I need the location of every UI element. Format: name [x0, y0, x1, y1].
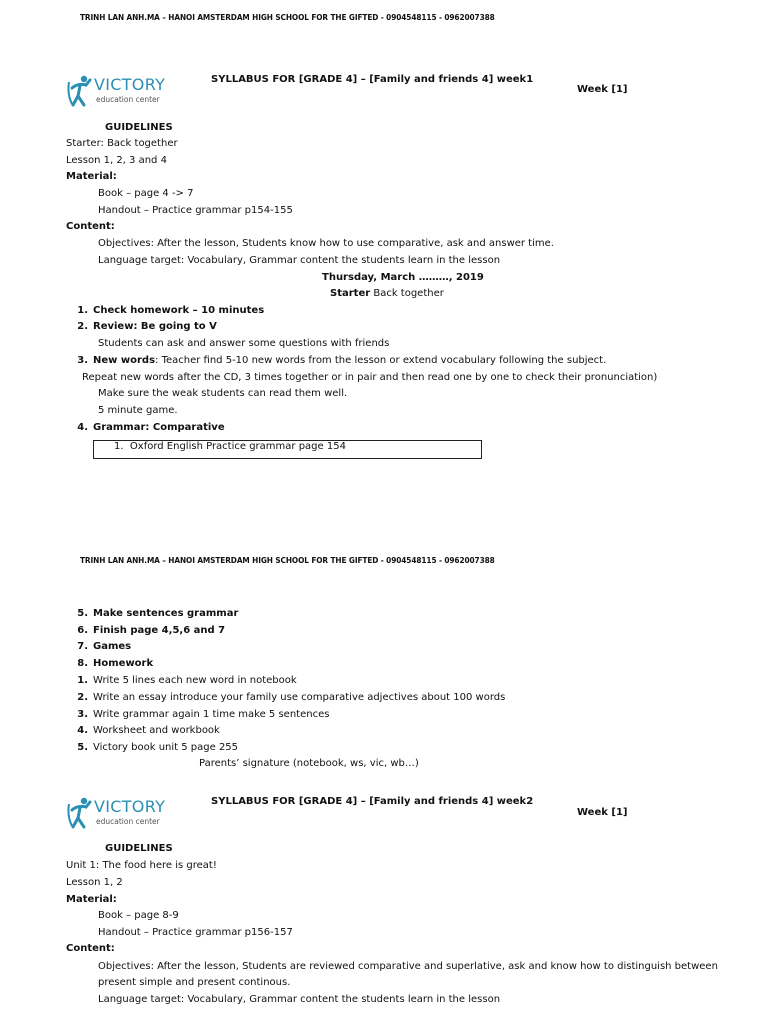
material-item: Book – page 4 -> 7	[98, 188, 194, 199]
page-header: TRINH LAN ANH.MA – HANOI AMSTERDAM HIGH SCHOOL FOR THE GIFTED - 0904548115 - 0962007388	[80, 13, 495, 22]
victory-figure-icon	[66, 74, 94, 108]
objectives-line: Objectives: After the lesson, Students know how to use comparative, ask and answer time.	[98, 238, 554, 249]
game-note: 5 minute game.	[98, 405, 178, 416]
lesson-date: Thursday, March ………, 2019	[322, 272, 484, 283]
week-label-week1: Week [1]	[577, 84, 628, 95]
guidelines-heading: GUIDELINES	[105, 843, 173, 854]
step-item: 2. Review: Be going to V	[77, 321, 217, 332]
language-target-line: Language target: Vocabulary, Grammar content the students learn in the lesson	[98, 255, 501, 266]
homework-item: 1. Write 5 lines each new word in notebook	[77, 675, 297, 686]
homework-item: 4. Worksheet and workbook	[77, 725, 220, 736]
step-item: 8. Homework	[77, 658, 154, 669]
step-item: 6. Finish page 4,5,6 and 7	[77, 625, 226, 636]
material-label: Material:	[66, 171, 117, 182]
boxed-num: 1.	[114, 441, 124, 452]
weak-note: Make sure the weak students can read them well.	[98, 388, 348, 399]
page-header: TRINH LAN ANH.MA – HANOI AMSTERDAM HIGH SCHOOL FOR THE GIFTED - 0904548115 - 0962007388	[80, 556, 495, 565]
logo-brand: VICTORY	[94, 75, 166, 94]
objectives-line-cont: present simple and present continous.	[98, 977, 291, 988]
homework-item: 3. Write grammar again 1 time make 5 sentences	[77, 709, 330, 720]
starter-text: Back together	[373, 288, 444, 299]
step-item: 7. Games	[77, 641, 132, 652]
step-item: 5. Make sentences grammar	[77, 608, 239, 619]
material-label: Material:	[66, 894, 117, 905]
step-item: 1. Check homework – 10 minutes	[77, 305, 265, 316]
objectives-line: Objectives: After the lesson, Students are reviewed comparative and superlative, ask and know how to distinguish between	[98, 961, 718, 972]
parents-signature: Parents’ signature (notebook, ws, vic, wb…)	[199, 758, 419, 769]
victory-logo	[66, 72, 176, 112]
repeat-note: Repeat new words after the CD, 3 times together or in pair and then read one by one to check their pronunciation)	[82, 372, 658, 383]
lessons-line: Lesson 1, 2, 3 and 4	[66, 155, 167, 166]
guidelines-heading: GUIDELINES	[105, 122, 173, 133]
week-label-week2: Week [1]	[577, 807, 628, 818]
unit-line: Unit 1: The food here is great!	[66, 860, 217, 871]
grammar-reference-box	[93, 440, 482, 459]
homework-item: 2. Write an essay introduce your family use comparative adjectives about 100 words	[77, 692, 506, 703]
material-item: Book – page 8-9	[98, 910, 179, 921]
logo-subtitle: education center	[96, 817, 160, 826]
victory-figure-icon	[66, 796, 94, 830]
content-label: Content:	[66, 221, 115, 232]
content-label: Content:	[66, 943, 115, 954]
review-note: Students can ask and answer some questions with friends	[98, 338, 390, 349]
language-target-line: Language target: Vocabulary, Grammar content the students learn in the lesson	[98, 994, 501, 1005]
boxed-text: Oxford English Practice grammar page 154	[129, 441, 346, 452]
starter-line: Starter: Back together	[66, 138, 178, 149]
starter-bold-label: Starter	[330, 288, 371, 299]
starter-detail	[330, 288, 444, 300]
step-item: 3. New words: Teacher find 5-10 new words from the lesson or extend vocabulary following the subject.	[77, 355, 607, 366]
material-item: Handout – Practice grammar p156-157	[98, 927, 293, 938]
logo-subtitle: education center	[96, 95, 160, 104]
material-item: Handout – Practice grammar p154-155	[98, 205, 293, 216]
logo-brand: VICTORY	[94, 797, 166, 816]
lessons-line: Lesson 1, 2	[66, 877, 123, 888]
syllabus-title-week1: SYLLABUS FOR [GRADE 4] – [Family and friends 4] week1	[211, 74, 534, 85]
victory-logo	[66, 794, 176, 834]
homework-item: 5. Victory book unit 5 page 255	[77, 742, 239, 753]
step-item: 4. Grammar: Comparative	[77, 422, 225, 433]
syllabus-title-week2: SYLLABUS FOR [GRADE 4] – [Family and friends 4] week2	[211, 796, 534, 807]
